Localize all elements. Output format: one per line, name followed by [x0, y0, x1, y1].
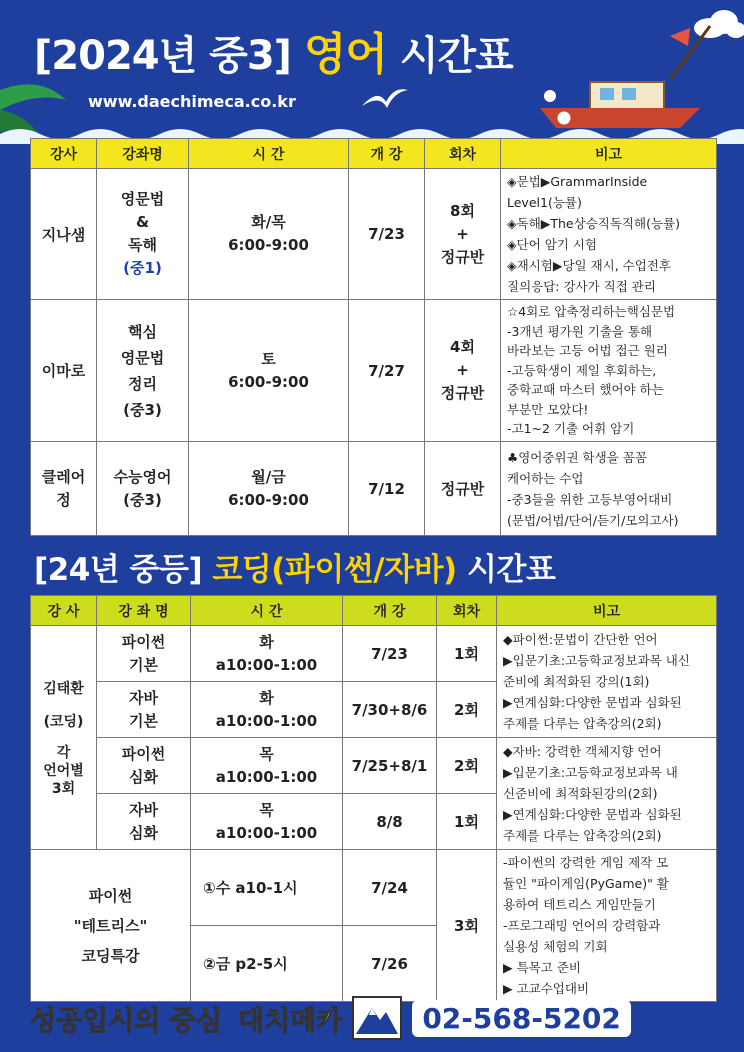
session-cell: 정규반 — [425, 442, 501, 536]
time-range: 6:00-9:00 — [228, 236, 309, 254]
teacher-line: 각 — [56, 744, 71, 761]
course-line: 심화 — [129, 767, 158, 786]
time-cell — [189, 300, 349, 442]
session-line: 정규반 — [440, 384, 485, 402]
note-line: -고1~2 기출 어휘 암기 — [507, 421, 635, 437]
start-cell: 8/8 — [343, 794, 437, 850]
title-prefix: [2024년 중3] — [34, 33, 291, 79]
course-line: 자바 — [129, 688, 158, 707]
course-line: (중3) — [123, 490, 162, 509]
note-line: 케어하는 수업 — [507, 470, 584, 486]
time-range: a10:00-1:00 — [215, 767, 318, 786]
note-cell — [501, 169, 717, 300]
english-schedule-table — [30, 138, 717, 536]
time-day: 화/목 — [251, 213, 286, 231]
time-range: 6:00-9:00 — [228, 372, 309, 391]
academy-logo-icon — [352, 996, 402, 1040]
course-line: 파이썬 — [88, 886, 133, 905]
phone-number[interactable]: 02-568-5202 — [412, 1000, 631, 1037]
header-sessions: 회차 — [437, 596, 497, 626]
header-time: 시 간 — [189, 139, 349, 169]
start-cell: 7/30+8/6 — [343, 682, 437, 738]
header-notes: 비고 — [501, 139, 717, 169]
note-line: 준비에 최적화된 강의(1회) — [503, 674, 650, 689]
header-time: 시 간 — [191, 596, 343, 626]
time-day: 목 — [259, 800, 274, 819]
note-line: -파이썬의 강력한 게임 제작 모 — [503, 855, 669, 870]
note-line: ▶연계심화:다양한 문법과 심화된 — [503, 807, 682, 822]
note-line: 부분만 모았다! — [507, 401, 589, 417]
time-range: a10:00-1:00 — [215, 711, 318, 730]
teacher-line: (코딩) — [43, 713, 84, 730]
note-line: 주제를 다루는 압축강의(2회) — [503, 828, 662, 843]
header-sessions: 회차 — [425, 139, 501, 169]
header-start: 개 강 — [349, 139, 425, 169]
time-cell — [189, 169, 349, 300]
table-row — [31, 169, 717, 300]
course-line: 코딩특강 — [81, 946, 140, 965]
course-line: 파이썬 — [121, 744, 166, 763]
coding-section-title — [34, 544, 555, 589]
teacher-line: 3회 — [51, 780, 76, 797]
session-cell — [425, 169, 501, 300]
note-line: ◈독해▶The상승직독직해(능률) — [507, 216, 680, 231]
title2-prefix: [24년 중등] — [34, 552, 203, 588]
course-line: 영문법 — [120, 348, 165, 367]
course-cell — [97, 300, 189, 442]
time-day: 목 — [259, 744, 274, 763]
course-cell — [97, 626, 191, 682]
table-header-row — [31, 139, 717, 169]
header-teacher: 강사 — [31, 139, 97, 169]
session-cell: 2회 — [437, 682, 497, 738]
header — [0, 0, 744, 140]
time-cell — [189, 442, 349, 536]
course-cell — [97, 169, 189, 300]
table-row — [31, 626, 717, 682]
teacher-cell: 이마로 — [31, 300, 97, 442]
session-cell: 3회 — [437, 850, 497, 1002]
course-line: 기본 — [129, 655, 158, 674]
header-start: 개 강 — [343, 596, 437, 626]
time-day: 토 — [261, 349, 276, 368]
note-line: -고등학생이 제일 후회하는, — [507, 362, 657, 378]
time-day: 화 — [259, 688, 274, 707]
session-cell: 1회 — [437, 626, 497, 682]
note-line: ▶ 특목고 준비 — [503, 960, 581, 975]
course-line: 자바 — [129, 800, 158, 819]
teacher-cell — [31, 442, 97, 536]
note-line: ◈단어 암기 시험 — [507, 237, 598, 252]
header-notes: 비고 — [497, 596, 717, 626]
table-row — [31, 442, 717, 536]
time-cell — [191, 626, 343, 682]
start-cell: 7/25+8/1 — [343, 738, 437, 794]
course-line: 영문법 — [120, 190, 165, 208]
seagull-icon — [360, 84, 410, 110]
course-line: 심화 — [129, 823, 158, 842]
time-range: a10:00-1:00 — [215, 655, 318, 674]
coding-schedule-table — [30, 595, 717, 1002]
note-line: 바라보는 고등 어법 접근 원리 — [507, 343, 668, 359]
course-cell — [97, 738, 191, 794]
time-range: a10:00-1:00 — [215, 823, 318, 842]
note-line: 중학교때 마스터 했어야 하는 — [507, 382, 664, 398]
note-cell — [497, 850, 717, 1002]
note-cell — [497, 738, 717, 850]
special-course-cell — [31, 850, 191, 1002]
note-line: (문법/어법/단어/듣기/모의고사) — [507, 512, 679, 528]
course-cell — [97, 442, 189, 536]
time-day: 화 — [259, 632, 274, 651]
table-row — [31, 738, 717, 794]
course-line: & — [135, 213, 150, 231]
note-line: ◈재시험▶당일 재시, 수업전후 — [507, 258, 671, 273]
teacher-cell: 지나샘 — [31, 169, 97, 300]
time-day: 월/금 — [251, 467, 286, 486]
session-cell — [425, 300, 501, 442]
header-course: 강좌명 — [97, 139, 189, 169]
note-line: ▶연계심화:다양한 문법과 심화된 — [503, 695, 682, 710]
start-cell: 7/12 — [349, 442, 425, 536]
note-line: -중3들을 위한 고등부영어대비 — [507, 491, 673, 507]
note-line: ◈문법▶GrammarInside — [507, 174, 648, 189]
session-cell: 1회 — [437, 794, 497, 850]
start-cell: 7/24 — [343, 850, 437, 926]
note-line: 용하여 테트리스 게임만들기 — [503, 897, 656, 912]
note-line: 질의응답: 강사가 직접 관리 — [507, 279, 656, 294]
title-subject: 영어 — [303, 29, 387, 80]
note-line: ☆4회로 압축정리하는핵심문법 — [507, 304, 676, 320]
note-line: ◆자바: 강력한 객체지향 언어 — [503, 744, 662, 759]
teacher-cell — [31, 626, 97, 850]
teacher-line: 김태환 — [43, 680, 84, 697]
start-cell: 7/26 — [343, 926, 437, 1002]
session-line: + — [456, 361, 469, 379]
teacher-line: 클레어 — [41, 467, 86, 486]
note-line: ♣영어중위권 학생을 꼼꼼 — [507, 449, 647, 465]
note-line: -3개년 평가원 기출을 통해 — [507, 323, 653, 339]
website-url[interactable]: www.daechimeca.co.kr — [88, 92, 296, 111]
time-cell — [191, 738, 343, 794]
time-cell — [191, 794, 343, 850]
note-line: ▶입문기초:고등학교정보과목 내 — [503, 765, 678, 780]
start-cell: 7/27 — [349, 300, 425, 442]
note-line: 신준비에 최적화된강의(2회) — [503, 786, 658, 801]
course-line: 기본 — [129, 711, 158, 730]
note-cell — [501, 300, 717, 442]
note-line: ▶입문기초:고등학교정보과목 내신 — [503, 653, 690, 668]
start-cell: 7/23 — [343, 626, 437, 682]
session-cell: 2회 — [437, 738, 497, 794]
course-line: "테트리스" — [73, 916, 148, 935]
table-header-row — [31, 596, 717, 626]
course-line: 수능영어 — [113, 467, 172, 486]
note-cell — [497, 626, 717, 738]
course-line: 파이썬 — [121, 632, 166, 651]
note-cell — [501, 442, 717, 536]
course-cell — [97, 794, 191, 850]
table-row — [31, 850, 717, 926]
boat-icon — [520, 20, 720, 130]
header-teacher: 강 사 — [31, 596, 97, 626]
page-title — [34, 18, 513, 82]
note-line: 주제를 다루는 압축강의(2회) — [503, 716, 662, 731]
title-suffix: 시간표 — [399, 33, 513, 79]
footer-banner — [30, 993, 716, 1043]
note-line: ▶ 고교수업대비 — [503, 981, 590, 996]
teacher-line: 정 — [56, 490, 71, 509]
session-line: + — [456, 224, 469, 243]
session-line: 8회 — [450, 201, 475, 220]
slogan-text: 성공입시의 중심 — [30, 1005, 222, 1037]
course-line: 핵심 — [128, 322, 157, 341]
teacher-line: 언어별 — [43, 762, 84, 779]
note-line: -프로그래밍 언어의 강력함과 — [503, 918, 661, 933]
note-line: 듈인 "파이게임(PyGame)" 활 — [503, 876, 669, 891]
course-line: (중1) — [123, 259, 162, 277]
course-line: 정리 — [128, 374, 157, 393]
session-line: 정규반 — [440, 247, 485, 266]
course-line: (중3) — [123, 400, 162, 419]
time-cell: ②금 p2-5시 — [191, 926, 343, 1002]
brand-name: 대치메카 — [237, 1005, 343, 1037]
header-course: 강 좌 명 — [97, 596, 191, 626]
time-range: 6:00-9:00 — [228, 490, 309, 509]
session-line: 4회 — [450, 338, 475, 356]
note-line: 실용성 체험의 기회 — [503, 939, 608, 954]
note-line: ◆파이썬:문법이 간단한 언어 — [503, 632, 658, 647]
time-cell — [191, 682, 343, 738]
time-cell: ①수 a10-1시 — [191, 850, 343, 926]
table-row — [31, 300, 717, 442]
start-cell: 7/23 — [349, 169, 425, 300]
title2-subject: 코딩(파이썬/자바) — [212, 552, 457, 588]
course-cell — [97, 682, 191, 738]
note-line: Level1(능률) — [507, 195, 582, 210]
title2-suffix: 시간표 — [466, 552, 556, 588]
course-line: 독해 — [128, 236, 157, 254]
